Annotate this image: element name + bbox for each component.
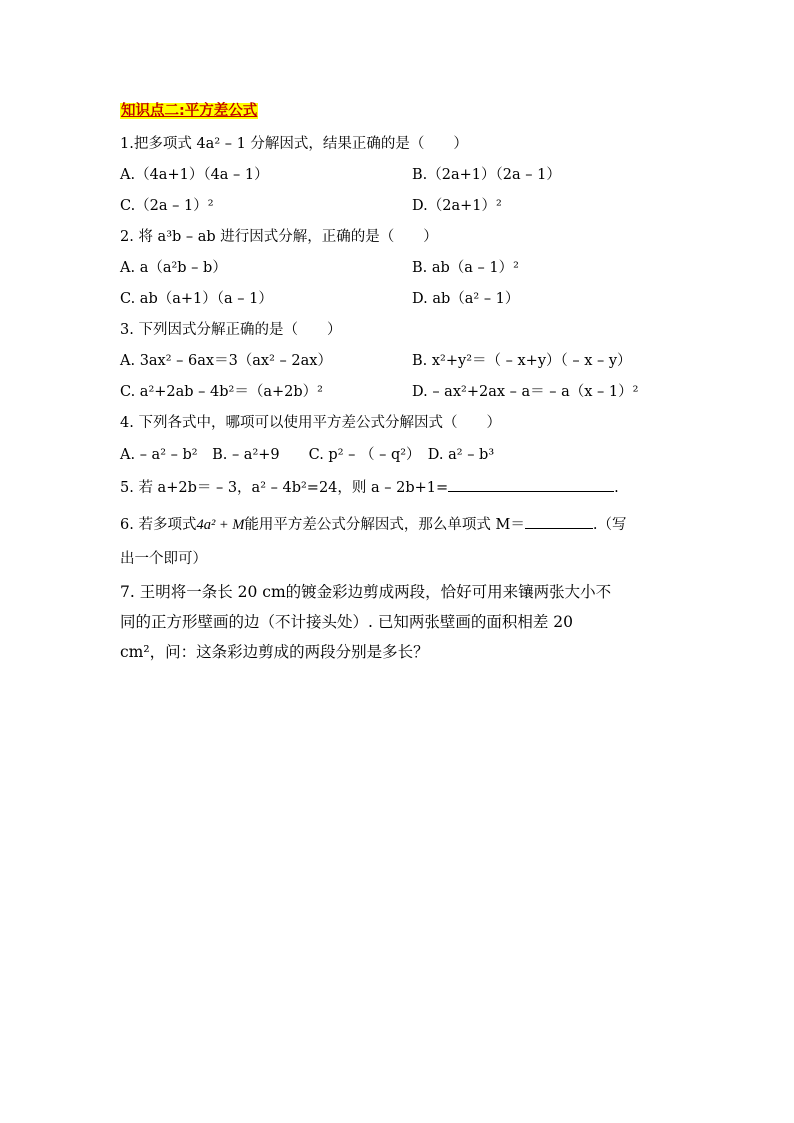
question-4-stem: 4. 下列各式中，哪项可以使用平方差公式分解因式（ ） (120, 415, 501, 431)
question-5-text: 5. 若 a+2b＝ – 3，a² – 4b²=24，则 a – 2b+1= (120, 480, 449, 496)
question-2-option-c: C. ab（a+1）（a – 1） (120, 291, 273, 307)
question-1-option-b: B.（2a+1）（2a – 1） (412, 167, 561, 183)
question-6-end: .（写 (592, 517, 627, 533)
question-3-option-a: A. 3ax² – 6ax＝3（ax² – 2ax） (120, 353, 332, 369)
question-1-option-a: A.（4a+1）（4a – 1） (120, 167, 269, 183)
question-6-expression: 4a² + M (196, 517, 245, 533)
question-3-option-b: B. x²+y²＝（ – x+y）（ – x – y） (412, 353, 632, 369)
question-1-option-d: D.（2a+1）² (412, 198, 502, 214)
question-7-line2: 同的正方形壁画的边（不计接头处）. 已知两张壁画的面积相差 20 (120, 613, 574, 631)
section-title: 知识点二:平方差公式 (121, 103, 258, 119)
question-1-option-c: C.（2a – 1）² (120, 198, 214, 214)
question-5-end: . (614, 480, 619, 496)
question-6-answer-blank[interactable] (525, 514, 593, 529)
question-6-post: 能用平方差公式分解因式，那么单项式 M＝ (244, 517, 525, 533)
question-6-pre: 6. 若多项式 (120, 517, 197, 533)
question-6-line2: 出一个即可） (120, 551, 207, 567)
question-2-option-d: D. ab（a² – 1） (412, 291, 520, 307)
question-3-option-d: D. – ax²+2ax – a＝ – a（x – 1）² (412, 384, 639, 400)
question-1-stem: 1.把多项式 4a² – 1 分解因式，结果正确的是（ ） (120, 136, 468, 152)
question-5-answer-blank[interactable] (448, 477, 614, 492)
question-7-line1: 7. 王明将一条长 20 cm的镀金彩边剪成两段，恰好可用来镶两张大小不 (120, 583, 612, 601)
question-2-stem: 2. 将 a³b – ab 进行因式分解，正确的是（ ） (120, 229, 438, 245)
question-2-option-a: A. a（a²b – b） (120, 260, 227, 276)
question-4-options: A. – a² – b² B. – a²+9 C. p² – （ – q²） D. a² – b³ (120, 447, 495, 463)
question-2-option-b: B. ab（a – 1）² (412, 260, 519, 276)
question-3-option-c: C. a²+2ab – 4b²＝（a+2b）² (120, 384, 323, 400)
question-7-line3: cm²，问：这条彩边剪成的两段分别是多长？ (120, 643, 429, 661)
section-title-row (120, 101, 258, 121)
question-5 (120, 477, 619, 498)
question-6 (120, 514, 627, 535)
question-3-stem: 3. 下列因式分解正确的是（ ） (120, 322, 342, 338)
